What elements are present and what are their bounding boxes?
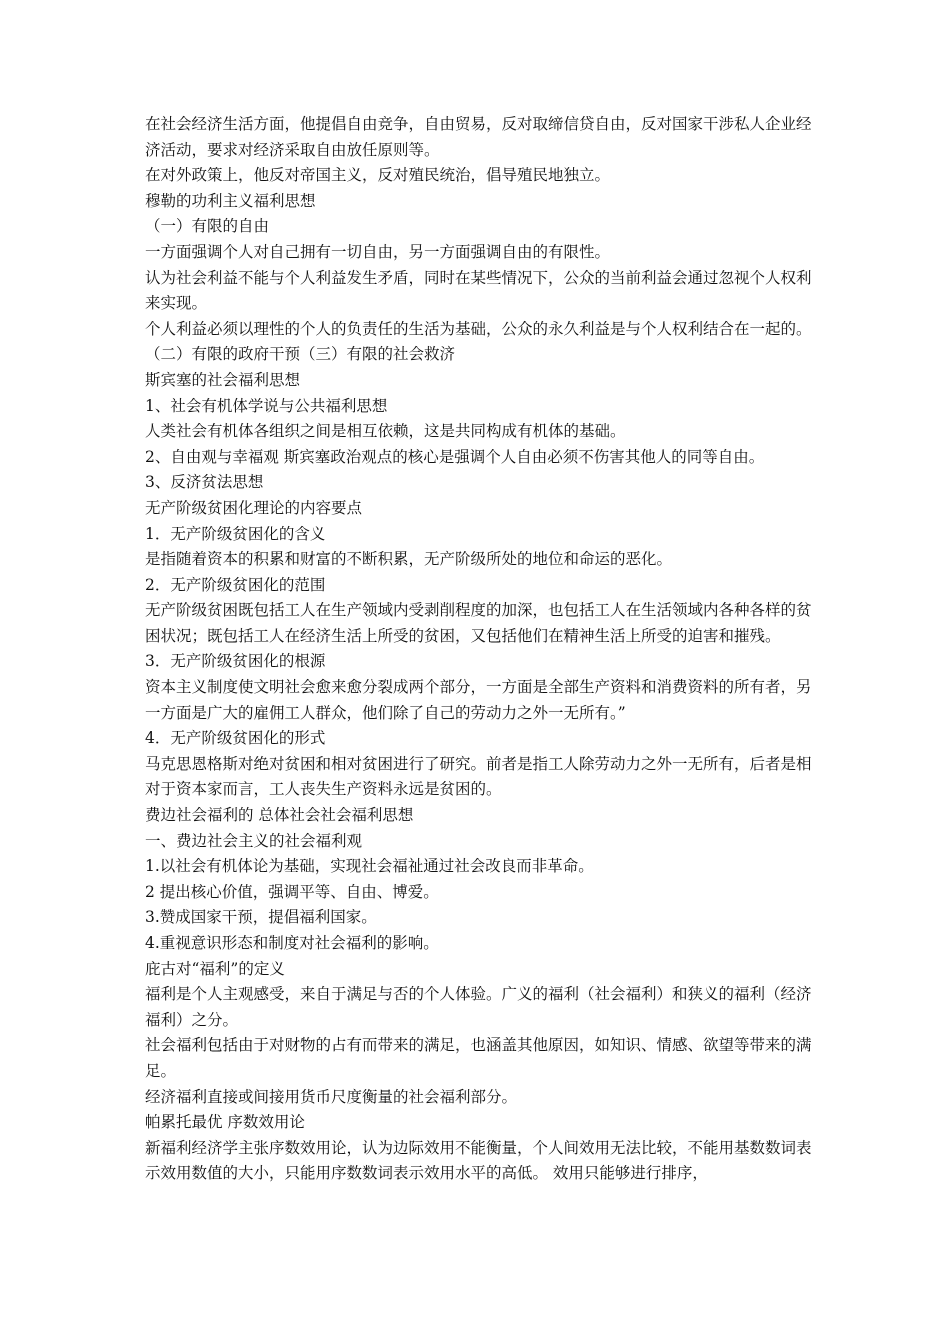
subheading: 3．无产阶级贫困化的根源 — [145, 652, 326, 671]
paragraph: 新福利经济学主张序数效用论，认为边际效用不能衡量，个人间效用无法比较，不能用基数数词表示效用数值的大小，只能用序数数词表示效用水平的高低。 效用只能够进行排序， — [145, 1138, 812, 1183]
subheading-limited-intervention: （二）有限的政府干预（三）有限的社会救济 — [145, 345, 456, 364]
paragraph: 人类社会有机体各组织之间是相互依赖，这是共同构成有机体的基础。 — [145, 422, 626, 441]
subheading: 一、费边社会主义的社会福利观 — [145, 831, 363, 850]
subheading: 1、社会有机体学说与公共福利思想 — [145, 396, 388, 415]
paragraph: 经济福利直接或间接用货币尺度衡量的社会福利部分。 — [145, 1087, 518, 1106]
paragraph: 社会福利包括由于对财物的占有而带来的满足，也涵盖其他原因，如知识、情感、欲望等带来的满足。 — [145, 1036, 812, 1080]
heading-fabian: 费边社会福利的 总体社会社会福利思想 — [145, 806, 414, 825]
document-body — [145, 112, 817, 1187]
subheading: 4．无产阶级贫困化的形式 — [145, 729, 326, 748]
list-item: 3.赞成国家干预，提倡福利国家。 — [145, 908, 377, 927]
paragraph-foreign-policy: 在对外政策上，他反对帝国主义，反对殖民统治，倡导殖民地独立。 — [145, 166, 611, 185]
paragraph-economic-policy: 在社会经济生活方面，他提倡自由竞争，自由贸易，反对取缔信贷自由，反对国家干涉私人企业经济活动，要求对经济采取自由放任原则等。 — [145, 115, 812, 159]
subheading: 3、反济贫法思想 — [145, 473, 264, 492]
list-item: 1.以社会有机体论为基础，实现社会福祉通过社会改良而非革命。 — [145, 857, 594, 876]
list-item: 2 提出核心价值，强调平等、自由、博爱。 — [145, 882, 439, 901]
heading-mill: 穆勒的功利主义福利思想 — [145, 191, 316, 210]
paragraph: 福利是个人主观感受，来自于满足与否的个人体验。广义的福利（社会福利）和狭义的福利（经济福利）之分。 — [145, 985, 812, 1029]
paragraph: 个人利益必须以理性的个人的负责任的生活为基础，公众的永久利益是与个人权利结合在一起的。 — [145, 319, 812, 338]
paragraph: 资本主义制度使文明社会愈来愈分裂成两个部分，一方面是全部生产资料和消费资料的所有者，另一方面是广大的雇佣工人群众，他们除了自己的劳动力之外一无所有。” — [145, 678, 812, 722]
paragraph: 一方面强调个人对自己拥有一切自由，另一方面强调自由的有限性。 — [145, 242, 611, 261]
paragraph: 是指随着资本的积累和财富的不断积累，无产阶级所处的地位和命运的恶化。 — [145, 550, 673, 569]
subheading: 2．无产阶级贫困化的范围 — [145, 575, 326, 594]
subheading: 1．无产阶级贫困化的含义 — [145, 524, 326, 543]
heading-proletariat: 无产阶级贫困化理论的内容要点 — [145, 498, 363, 517]
heading-pigou: 庇古对“福利”的定义 — [145, 959, 285, 978]
paragraph: 马克思恩格斯对绝对贫困和相对贫困进行了研究。前者是指工人除劳动力之外一无所有，后者是相对于资本家而言，工人丧失生产资料永远是贫困的。 — [145, 754, 812, 799]
heading-spencer: 斯宾塞的社会福利思想 — [145, 370, 301, 389]
heading-pareto: 帕累托最优 序数效用论 — [145, 1113, 305, 1132]
subheading: 2、自由观与幸福观 斯宾塞政治观点的核心是强调个人自由必须不伤害其他人的同等自由。 — [145, 447, 765, 466]
paragraph: 认为社会利益不能与个人利益发生矛盾，同时在某些情况下，公众的当前利益会通过忽视个人权利来实现。 — [145, 268, 812, 313]
paragraph: 无产阶级贫困既包括工人在生产领域内受剥削程度的加深，也包括工人在生活领域内各种各样的贫困状况；既包括工人在经济生活上所受的贫困，又包括他们在精神生活上所受的迫害和摧残。 — [145, 601, 812, 645]
list-item: 4.重视意识形态和制度对社会福利的影响。 — [145, 934, 439, 952]
subheading-limited-freedom: （一）有限的自由 — [145, 217, 270, 236]
